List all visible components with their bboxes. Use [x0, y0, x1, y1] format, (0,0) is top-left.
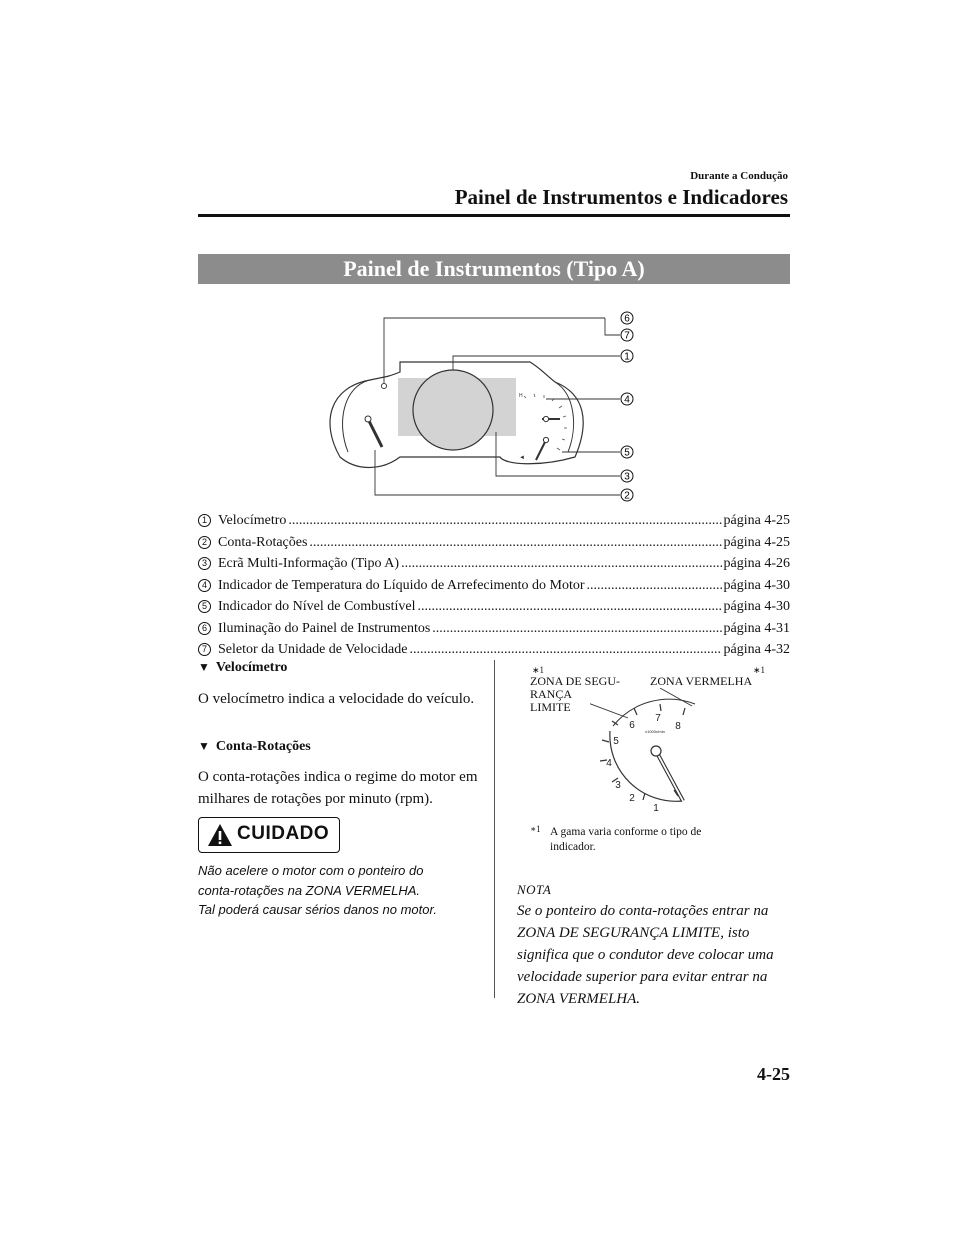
tacho-scale-4: 4: [606, 758, 612, 769]
callout-7: 7: [624, 330, 630, 342]
caution-text: Não acelere o motor com o ponteiro do conta-rotações na ZONA VERMELHA. Tal poderá causar sérios danos no motor.: [198, 863, 437, 917]
item-number: 7: [198, 643, 211, 656]
page-reference-link[interactable]: página 4-31: [723, 620, 790, 636]
item-label: Indicador de Temperatura do Líquido de Arrefecimento do Motor: [218, 577, 585, 593]
triangle-bullet-icon: ▼: [198, 660, 210, 674]
item-label: Seletor da Unidade de Velocidade: [218, 642, 408, 657]
list-item: [198, 639, 790, 661]
item-number: 4: [198, 579, 211, 592]
list-item: [198, 575, 790, 597]
page-reference-link[interactable]: página 4-25: [723, 513, 790, 528]
item-label: Velocímetro: [218, 513, 287, 528]
tacho-scale-7: 7: [655, 713, 661, 724]
page-number: 4-25: [757, 1064, 790, 1084]
page-reference-link[interactable]: página 4-25: [723, 534, 790, 550]
item-label: Conta-Rotações: [218, 534, 308, 550]
tacho-footnote: ∗1 A gama varia conforme o tipo de indicador.: [530, 824, 702, 853]
item-number: 1: [198, 514, 211, 527]
callout-2: 2: [624, 490, 630, 502]
warning-triangle-icon: [207, 823, 233, 847]
item-label: Indicador do Nível de Combustível: [218, 599, 416, 614]
safety-zone-label: ZONA DE SEGU- RANÇA LIMITE: [530, 674, 620, 714]
component-list: [198, 510, 790, 661]
footnote-marker: ∗1: [532, 665, 545, 675]
list-item: [198, 510, 790, 532]
tacho-unit: x1000r/min: [645, 729, 665, 734]
speedometer-heading: ▼ Velocímetro: [198, 660, 288, 675]
chapter-title: Painel de Instrumentos e Indicadores: [454, 185, 788, 209]
item-number: 3: [198, 557, 211, 570]
page-reference-link[interactable]: página 4-26: [723, 556, 790, 571]
section-banner: Painel de Instrumentos (Tipo A): [198, 254, 790, 284]
tachometer-text: O conta-rotações indica o regime do motor em milhares de rotações por minuto (rpm).: [198, 769, 478, 807]
tachometer-gauge-illustration: [590, 688, 720, 818]
callout-5: 5: [624, 447, 630, 459]
instrument-cluster-illustration: [300, 302, 680, 512]
tacho-scale-2: 2: [629, 793, 635, 804]
note-text: Se o ponteiro do conta-rotações entrar na ZONA DE SEGURANÇA LIMITE, isto significa que o condutor deve colocar uma velocidade superior para evitar entrar na ZONA VERMELHA.: [517, 903, 774, 1007]
tacho-scale-6: 6: [629, 720, 635, 731]
page-reference-link[interactable]: página 4-30: [723, 599, 790, 614]
callout-3: 3: [624, 471, 630, 483]
red-zone-label: ZONA VERMELHA: [650, 674, 753, 688]
speedometer-text: O velocímetro indica a velocidade do veículo.: [198, 691, 475, 707]
callout-6: 6: [624, 313, 630, 325]
page-reference-link[interactable]: página 4-30: [723, 577, 790, 593]
header-rule: [198, 214, 790, 217]
list-item: [198, 596, 790, 618]
svg-text:◄: ◄: [519, 455, 525, 461]
list-item: [198, 532, 790, 554]
list-item: [198, 553, 790, 575]
item-label: Ecrã Multi-Informação (Tipo A): [218, 556, 400, 571]
callout-4: 4: [624, 394, 630, 406]
column-divider: [494, 660, 495, 998]
svg-text:H: H: [519, 393, 523, 399]
caution-label: CUIDADO: [237, 823, 330, 844]
tachometer-heading: ▼ Conta-Rotações: [198, 739, 311, 754]
list-item: [198, 618, 790, 640]
tacho-scale-3: 3: [615, 780, 621, 791]
footnote-marker: ∗1: [753, 665, 766, 675]
page-reference-link[interactable]: página 4-32: [723, 642, 790, 657]
item-label: Iluminação do Painel de Instrumentos: [218, 620, 431, 636]
item-number: 5: [198, 600, 211, 613]
tacho-scale-8: 8: [675, 721, 681, 732]
triangle-bullet-icon: ▼: [198, 739, 210, 753]
note-heading: NOTA: [517, 882, 552, 897]
item-number: 6: [198, 622, 211, 635]
callout-1: 1: [624, 351, 630, 363]
section-title: Durante a Condução: [690, 170, 788, 182]
item-number: 2: [198, 536, 211, 549]
tacho-scale-1: 1: [653, 803, 659, 814]
tacho-scale-5: 5: [613, 736, 619, 747]
caution-box: [198, 817, 340, 853]
